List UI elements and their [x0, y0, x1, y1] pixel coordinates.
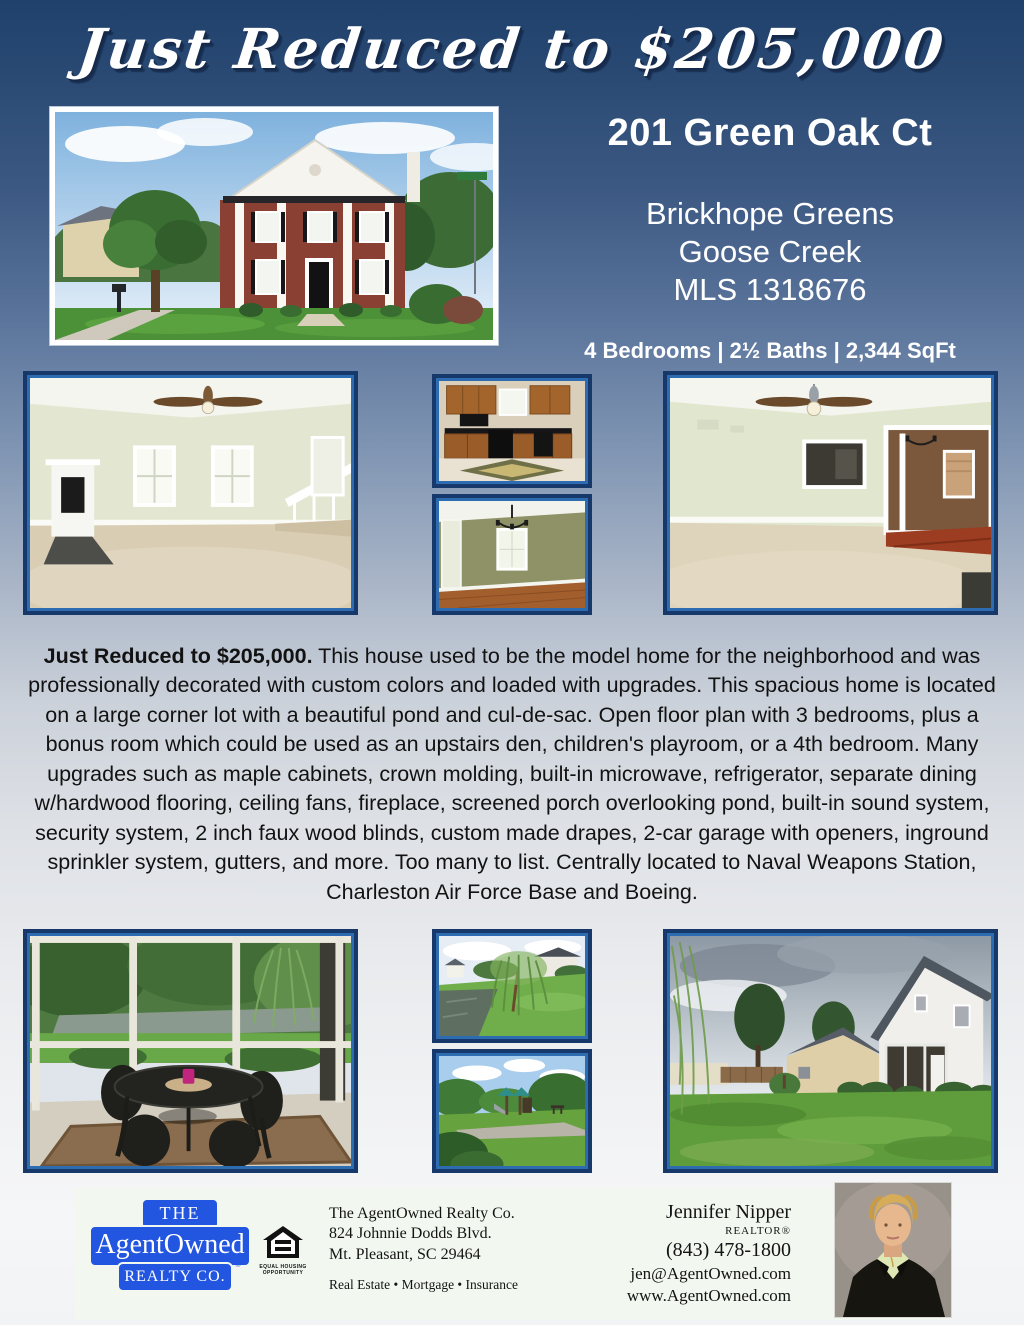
company-services: Real Estate • Mortgage • Insurance — [329, 1277, 519, 1293]
equal-housing-label: EQUAL HOUSING OPPORTUNITY — [259, 1264, 307, 1277]
pond-illustration — [439, 936, 585, 1036]
property-address: 201 Green Oak Ct — [607, 112, 933, 154]
agent-email: jen@AgentOwned.com — [630, 1264, 791, 1284]
photo-pond-willow — [432, 929, 592, 1043]
photo-kitchen — [432, 374, 592, 488]
agent-phone: (843) 478-1800 — [666, 1239, 791, 1262]
photo-screened-porch — [23, 929, 358, 1173]
company-name: The AgentOwned Realty Co. — [329, 1205, 515, 1222]
logo-the-box: THE — [141, 1198, 219, 1230]
photo-dining-room — [432, 494, 592, 615]
company-address1: 824 Johnnie Dodds Blvd. — [329, 1225, 492, 1243]
property-stats: 4 Bedrooms | 2½ Baths | 2,344 SqFt — [584, 338, 956, 364]
logo-registered-mark: ® — [235, 1260, 242, 1269]
description-body: This house used to be the model home for the neighborhood and was professionally decorated with custom colors and loaded with upgrades. This spacious home is located on a large corner lot with a beautiful pond and cul-de-sac. Open floor plan with 3 bedrooms, plus a bonus room which could be used as an upstairs den, children's playroom, or a 4th bedroom. Many upgrades such as maple cabinets, crown molding, built-in microwave, refrigerator, separate dining w/hardwood flooring, ceiling fans, fireplace, screened porch overlooking pond, built-in sound system, security system, 2 inch faux wood blinds, custom made drapes, 2-car garage with openers, inground sprinkler system, gutters, and more. Too many to list. Centrally located to Naval Weapons Station, Charleston Air Force Base and Boeing. — [28, 644, 996, 904]
banner-headline: Just Reduced to $205,000 — [74, 16, 950, 81]
agent-title: REALTOR® — [725, 1225, 791, 1237]
porch-illustration — [30, 936, 351, 1166]
equal-housing-block — [257, 1226, 309, 1277]
logo-realty-box: REALTY CO. — [117, 1262, 233, 1292]
living-room-illustration — [30, 378, 351, 608]
playground-illustration — [439, 1056, 585, 1166]
property-summary — [518, 112, 1022, 364]
description-lead: Just Reduced to $205,000. — [43, 644, 313, 668]
logo-name-box: AgentOwned — [89, 1225, 251, 1267]
agentowned-logo — [89, 1198, 259, 1302]
agent-portrait-illustration — [835, 1183, 951, 1317]
property-city: Goose Creek — [678, 233, 862, 269]
company-address2: Mt. Pleasant, SC 29464 — [329, 1245, 481, 1263]
family-room-illustration — [670, 378, 991, 608]
agent-website: www.AgentOwned.com — [626, 1286, 791, 1306]
backyard-illustration — [670, 936, 991, 1166]
agent-name: Jennifer Nipper — [666, 1201, 791, 1223]
equal-housing-icon — [263, 1226, 303, 1262]
kitchen-illustration — [439, 381, 585, 481]
agent-info — [513, 1200, 791, 1307]
footer-band — [75, 1188, 950, 1320]
photo-playground — [432, 1049, 592, 1173]
agent-photo — [835, 1183, 951, 1317]
house-front-illustration — [55, 112, 493, 340]
property-mls: MLS 1318676 — [673, 271, 867, 307]
photo-living-room — [23, 371, 358, 615]
property-subdivision: Brickhope Greens — [645, 196, 895, 231]
photo-house-front — [50, 107, 498, 345]
dining-room-illustration — [439, 501, 585, 608]
photo-backyard — [663, 929, 998, 1173]
property-location — [518, 195, 1022, 308]
property-description — [22, 642, 1002, 907]
photo-family-room — [663, 371, 998, 615]
